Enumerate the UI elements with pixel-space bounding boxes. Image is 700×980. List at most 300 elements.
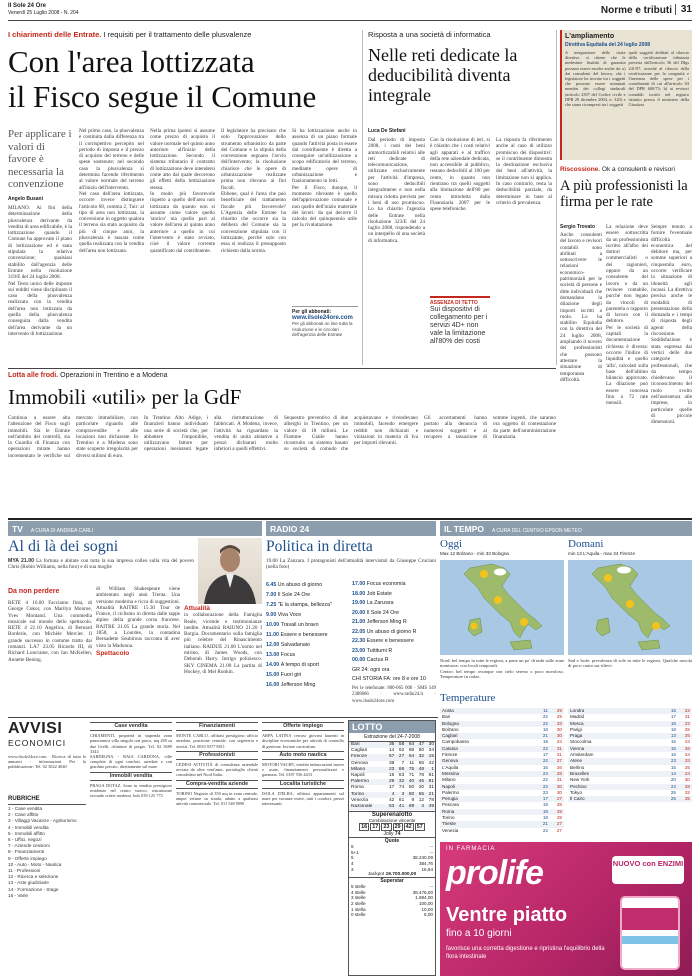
temp-min: 13 xyxy=(670,733,676,739)
lotto-number: 30 xyxy=(428,742,434,747)
lotto-number: 29 xyxy=(389,779,395,785)
radio-schedule-left xyxy=(266,580,350,700)
rubrica-item: 15 - Varie xyxy=(8,892,28,898)
radio-program xyxy=(352,647,436,657)
program-time: 13.00 xyxy=(266,652,281,658)
prize-category: 5 xyxy=(351,855,354,861)
ad-text: ARPA LATINA cercasi giovani laureati in discipline economiche per attività di controllo di gestione. Inviare curriculum. xyxy=(262,733,344,749)
ads-col-head: Compra-vendita aziende xyxy=(176,780,258,789)
jackpot-value: 19.700.000,00 xyxy=(385,872,417,878)
program-title: Il Sole 24 Ore xyxy=(366,609,400,616)
temp-min: 22 xyxy=(542,745,548,751)
temp-max: 30 xyxy=(684,777,690,783)
sun-icon xyxy=(520,618,528,626)
program-title: Tuttitumi R xyxy=(366,647,393,654)
lead-headline-l2: il Fisco segue il Comune xyxy=(8,79,317,114)
temp-max: 30 xyxy=(556,726,562,732)
program-time: 20.00 xyxy=(352,609,367,616)
lotto-number: 88 xyxy=(408,748,415,754)
masthead xyxy=(8,3,692,20)
city-name: Londra xyxy=(570,708,585,713)
radio-program xyxy=(352,628,436,638)
city-name: Venezia xyxy=(442,827,459,833)
weather-forecast-tomorrow xyxy=(568,658,692,690)
reti-kicker: Risposta a una società di informatica xyxy=(368,30,491,39)
lotto-number: 32 xyxy=(398,779,405,785)
sun-icon xyxy=(494,596,502,604)
subscriber-link[interactable]: www.ilsole24ore.com xyxy=(292,315,353,321)
tv-listings3-text: in collaborazione della Famiglia Reale, vicende e testimonianze inedite. Attualità RAIUNO 21.20 I Borgia. Documentario sulla famiglia più celebre del Rinascimento italiano. RAIDUE 21.00 L'uomo nel mirino, di James Woods, con Deborah Harry. Intrigo poliziesco. SKY CINEMA 21.00 La partita di Hockey, di Mel Ronkin. xyxy=(184,612,262,675)
lead-headline-l1: Con l'area lottizzata xyxy=(8,44,255,79)
lead-para: Nel caso dell'area lottizzata, occorre invece distinguere l'articolo 68, comma 2, Tuir: al tipo di area non lottizzata, la conversione in oggetto qualora il terreno sia stato acquisito da più di cinque anni, la plusvalenza è tassata come quella realizzata con la vendita dell'area non lottizzata. xyxy=(79,190,144,254)
lotto-number: 34 xyxy=(428,748,434,754)
prize-value: 1.694,00 xyxy=(415,895,433,901)
city-name: Messina xyxy=(442,770,460,776)
prize-category: 6 xyxy=(351,844,354,850)
temp-max: 27 xyxy=(556,758,562,764)
avvisi-contacts: www.ilsole24ore.com · Ricerca di tutta le annunci - informazioni Per la pubblicazione: Tel. 02 3022 4040 xyxy=(8,754,86,770)
ad-text: MONTE CARLO, affittasi prestigioso ufficio arredato, posizione centrale, con segreteria e servizi. Tel. 0033 9377 8811 xyxy=(176,733,258,749)
lotto-number: 50 xyxy=(408,785,415,791)
prize-row xyxy=(349,912,435,918)
lead-para: Nel Testo unico delle imposte sui redditi viene disciplinato il caso della plusvalenza realizzata con la vendita dell'area non lottizzata da quella della plusvalenza conseguita dalla vendita dell'area derivante da un intervento di lottizzazione. xyxy=(8,280,72,337)
rubrica-item: 12 - Ricerca e selezione xyxy=(8,874,59,880)
lead-col4 xyxy=(221,128,286,366)
lotto-wheel: Torino xyxy=(351,791,365,797)
reti-col3 xyxy=(496,137,552,365)
quote-table xyxy=(349,844,435,872)
program-title: Essere e benessere xyxy=(366,638,414,644)
rubrica-item: 1 - Case vendita xyxy=(8,806,43,811)
program-time: 9.00 xyxy=(266,612,278,618)
city-name: Amsterdam xyxy=(570,752,594,758)
program-title: "E la stampa, bellezza" xyxy=(277,602,332,608)
program-title: Jefferson Ming R xyxy=(366,619,407,625)
program-title: Essere e benessere xyxy=(280,632,328,638)
weather-tag: IL TEMPO xyxy=(444,524,484,534)
city-name: Vienna xyxy=(570,745,585,751)
reti-box-title: ASSENZA DI TETTO xyxy=(430,300,478,306)
rubrica-item: 7 - Aziende cessioni xyxy=(8,843,50,849)
lead-para: Nella prima ipotesi si assume come prezzo di acquisto il valore normale nel quinto anno anteriore all'inizio della lottizzazione. Secondo il sistema tributario il contratto di lottizzazione deve intendersi come atto dal quale decorrono gli effetti della lottizzazione stessa. xyxy=(150,128,215,191)
weather-south: Sud e Isole: prevalenza di sole in tutte le regioni. Qualche nuvola di poco conto sui rilievi. xyxy=(568,658,692,669)
ads-top-rule xyxy=(8,717,438,718)
lotto-row xyxy=(349,754,435,760)
ampliamento-subtitle: Direttiva Equitalia del 24 luglio 2008 xyxy=(565,42,651,48)
ads-col1 xyxy=(90,720,172,976)
temp-max: 27 xyxy=(556,821,562,827)
lotto-number: 80 xyxy=(408,791,415,797)
temp-max: 29 xyxy=(556,708,562,713)
city-name: Firenze xyxy=(442,752,458,758)
temp-min: 21 xyxy=(542,733,548,739)
tv-intro xyxy=(8,558,194,578)
ampliamento-col1: A integrazione delle citate direttive, si ritiene che le medesime finalità di garanzia possano essere assolte anche da: a) dai consulenti del lavoro, che i legislatore ha trovato tra i soggetti che possono essere nominati membri dei collegi sindacali (articolo 2397 del Codice civile e DPR 29 dicembre 2004, n. 320) e che siano ricompresi tra i soggetti xyxy=(565,50,626,108)
product-box-icon xyxy=(622,898,678,968)
temp-min: 14 xyxy=(670,770,676,776)
quote-title: Quote xyxy=(349,837,435,844)
city-name: Bolzano xyxy=(442,726,459,732)
lotto-number: 17 xyxy=(389,785,395,791)
radio-program xyxy=(352,618,436,628)
weather-centre: Centro: bel tempo ovunque con cielo sereno o poco nuvoloso. Temperature in rialzo. xyxy=(440,668,564,680)
immobili-kicker-red: Lotta alle frodi. xyxy=(8,372,59,379)
lotto-number: 83 xyxy=(398,773,405,779)
temp-max: 33 xyxy=(556,720,562,726)
program-title: A tempo di sport xyxy=(280,662,320,668)
city-name: Bruxelles xyxy=(570,770,589,776)
temp-min: 18 xyxy=(542,739,548,745)
radio-program xyxy=(266,590,350,600)
lotto-wheel: Roma xyxy=(351,785,364,791)
lotto-number: 31 xyxy=(428,785,434,791)
city-name: Atene xyxy=(570,758,583,764)
lead-para: Nel primo caso, la plusvalenza è costituita dalla differenza tra il corrispettivo percepito nel periodo di imposta e il prezzo di acquisto del terreno e delle spese sostenute; nel secondo caso la plusvalenza si determina facendo riferimento al valore normale del terreno all'inizio dell'intervento. xyxy=(79,128,144,191)
lead-col3 xyxy=(150,128,215,366)
radio-schedule-right xyxy=(352,580,436,685)
temp-max: 31 xyxy=(556,777,562,783)
paper-name: Il Sole 24 Ore xyxy=(8,3,47,9)
superstar-title: Superstar xyxy=(349,877,435,884)
ads-col3 xyxy=(262,720,344,976)
temp-max: 22 xyxy=(684,720,690,726)
program-title: Cactus R xyxy=(366,657,389,663)
superenalotto-number: 42 xyxy=(405,824,412,831)
cloud-icon xyxy=(617,567,631,574)
radio-program xyxy=(266,640,350,650)
radio-program xyxy=(266,630,350,640)
prize-category: 5+1 xyxy=(351,849,359,855)
lotto-number: 9 xyxy=(411,797,415,803)
ad-text: CHIAMENTI, proprietà in stupenda zona panoramica villa singola con parco, mq 280 su due livelli, rifiniture di pregio. Tel. 02 5689 3344 xyxy=(90,733,172,754)
lotto-number: 32 xyxy=(418,754,425,760)
program-title: Focus economia xyxy=(366,581,406,587)
temp-min: 22 xyxy=(542,777,548,783)
radio-program xyxy=(266,680,350,690)
city-name: L'Aquila xyxy=(442,764,459,770)
city-name: New York xyxy=(570,777,590,783)
tv-listings2-text: di William Shakespeare viene ambientato negli anni Trenta. Una versione moderna e ricca di suggestioni. Attualità RAITRE 15.30 Tour de France, il ciclismo in diretta dalle tappe alpine della grande corsa francese. RAITRE 21.05 La grande storia. Nel 1858, a Lourdes, la contadina Bernadette Soubirous racconta di aver visto la Madonna. xyxy=(96,586,180,649)
riscossione-para: Soddisfazione è stata espressa dai vertici delle due categorie professionali, che da tempo chiedevano il riconoscimento del ruolo svolto nell'assistenza alle imprese, in particolare quelle di piccole dimensioni. xyxy=(651,337,692,426)
radio-bar xyxy=(266,521,436,536)
weather-tomorrow-sub: min 13 L'Aquila - max 34 Firenze xyxy=(568,551,636,556)
weather-today-title: Oggi xyxy=(440,538,462,550)
program-time: 10.00 xyxy=(266,622,281,628)
lotto-number: 61 xyxy=(398,797,405,803)
jolly-number: 74 xyxy=(394,831,401,838)
riscossione-col2 xyxy=(606,224,648,407)
temp-min: 16 xyxy=(670,752,676,758)
immobili-col3 xyxy=(284,415,418,515)
riscossione-para: Per le società di capitali la documentazione richiesta è diversa: occorre l'indice di liquidità e quello 'alfa', calcolati sulla base dell'ultimo bilancio approvato. La dilazione può essere concessa fino a 72 rate mensili. xyxy=(606,324,648,407)
sun-icon xyxy=(480,570,488,578)
temp-min: 22 xyxy=(542,758,548,764)
program-time: 6.45 xyxy=(266,582,278,588)
radio-program xyxy=(352,590,436,600)
temp-min: 18 xyxy=(670,726,676,732)
riscossione-kicker-rest: Ok a consulenti e revisori xyxy=(601,166,675,173)
prize-category: 5 stelle xyxy=(351,884,366,890)
lead-para: Il legislatore ha precisato che solo l'approvazione dello strumento urbanistico da parte del Comune e la stipula della convenzione segnano l'avvio dell'intervento; la risoluzione chiarisce che le opere di urbanizzazione realizzate prima non rilevano ai fini fiscali. xyxy=(221,128,286,191)
rubrica-item: 2 - Case affitto xyxy=(8,812,39,818)
radio-program xyxy=(266,580,350,590)
program-time: 21.00 xyxy=(352,619,367,625)
temp-min: 23 xyxy=(542,789,548,795)
prize-category: 1 stella xyxy=(351,906,366,912)
program-time: 00.00 xyxy=(352,657,367,663)
rubrica-item: 6 - Uffici, negozi xyxy=(8,837,42,843)
rubrica-item: 3 - Villaggi Vacanze - Agriturismo xyxy=(8,818,77,824)
lotto-number: 41 xyxy=(398,804,405,810)
lead-para: MILANO. Ai fini della determinazione della plusvalenza derivante da vendita di area edificabile, è la lottizzazione quando il Comune ha approvato il piano di lottizzazione ed è stata stipulata la relativa convenzione; qualsiasi stabilito dall'agenzia delle Entrate nella risoluzione 319/E del 24 luglio 2008. xyxy=(8,205,72,281)
rubrica-item: 9 - Offerte impiego xyxy=(8,855,47,861)
temp-max: 35 xyxy=(684,796,690,802)
prize-value: 5,00 xyxy=(424,912,433,918)
immobili-col4 xyxy=(424,415,556,515)
ad-caption: favorisce una corretta digestione e ripristina l'equilibrio della flora intestinale xyxy=(446,946,605,960)
rubriche-list xyxy=(8,806,86,976)
superenalotto-number: 16 xyxy=(361,824,368,831)
reti-byline: Luca De Stefani xyxy=(368,128,406,134)
radio-program xyxy=(352,599,436,609)
temp-min: 23 xyxy=(670,758,676,764)
city-name: Mosca xyxy=(570,720,584,726)
ads-col-head: Finanziamenti xyxy=(176,722,258,731)
temp-min: 25 xyxy=(670,789,676,795)
temp-max: 22 xyxy=(684,708,690,713)
superenalotto-number: 23 xyxy=(383,824,390,831)
temp-max: 24 xyxy=(684,752,690,758)
city-name: Torino xyxy=(442,815,455,821)
program-time: 18.00 xyxy=(352,590,367,597)
ad-text: ISOLA D'ELBA, affittasi appartamenti sul mare per vacanze estive, tutti i comfort, prezzi interessanti. xyxy=(262,790,344,807)
lotto-number: 14 xyxy=(389,748,395,754)
prize-category: 3 xyxy=(351,866,354,872)
reti-box xyxy=(430,296,490,364)
lead-col5 xyxy=(292,128,357,303)
lotto-title: LOTTO xyxy=(349,721,435,733)
rubrica-item: 10 - Auto - Moto - Nautica xyxy=(8,861,62,867)
temp-min: 17 xyxy=(542,752,548,758)
lotto-number: 58 xyxy=(398,742,405,747)
temp-max: 28 xyxy=(684,783,690,789)
ad-badge: NUOVO con ENZIMI xyxy=(612,856,684,884)
lead-para: Si ha lottizzazione anche in assenza di un piano formale quando l'attività posta in essere dal contribuente è diretta a conseguire un'utilizzazione a scopo edificatorio del terreno, mediante opere di urbanizzazione e frazionamento in lotti. xyxy=(292,128,357,185)
rubrica-item: 8 - Finanziamenti xyxy=(8,849,44,855)
prolife-ad[interactable] xyxy=(440,842,692,976)
lotto-number: 64 xyxy=(408,754,415,760)
temperature-row xyxy=(568,796,692,802)
lotto-number: 11 xyxy=(409,760,415,766)
reti-headline: Nelle reti dedicate la deducibilità diventa integrale xyxy=(368,45,518,105)
lotto-row xyxy=(349,761,435,767)
tv-attualita-label: Attualità xyxy=(184,605,210,612)
temp-max: 25 xyxy=(684,726,690,732)
reti-para: Con la risoluzione di ieri, si è chiarito che i costi relativi agli apparati e al traffico della rete aziendale dedicata, non accessibile al pubblico, restano deducibili al 100 per cento, in quanto non rientrano tra quelli soggetti alla limitazione dell'80 per cento introdotta dalla Finanziaria 2007 per le spese telefoniche. xyxy=(430,137,490,213)
avvisi-subtitle: ECONOMICI xyxy=(8,738,67,748)
lotto-wheel: Firenze xyxy=(351,754,367,760)
temp-min: 18 xyxy=(542,808,548,814)
program-title: Un abuso di giorno R xyxy=(366,628,417,635)
temperature-title: Temperature xyxy=(440,692,496,704)
sun-icon xyxy=(604,574,612,582)
page-number: 31 xyxy=(675,4,692,15)
temp-max: 28 xyxy=(556,802,562,808)
weather-curator: A CURA DEL CENTRO EPSON METEO xyxy=(491,528,582,534)
immobili-kicker-rest: Operazioni in Trentino e a Modena xyxy=(60,372,168,379)
prize-value: -- xyxy=(429,844,433,850)
temp-max: 25 xyxy=(684,733,690,739)
program-time: 12.00 xyxy=(266,642,281,648)
lotto-number: 49 xyxy=(428,804,434,810)
reti-box-text: Sui dispositivi di collegamento per i servizi 4D+ non vale la limitazione all'80% dei costi xyxy=(430,306,488,345)
rubrica-item: 4 - Immobili vendita xyxy=(8,824,49,830)
col-divider xyxy=(362,30,363,365)
city-name: Tokyo xyxy=(570,789,582,795)
program-title: La Zanzara xyxy=(366,600,394,606)
ad-text: PRAGA DOTAZ. Sono in vendita prestigiose residenze nel centro storico, ristrutturate secondo criteri moderni. Info 039 125 773 xyxy=(90,782,172,799)
program-title: Travail un bravo xyxy=(280,622,319,628)
lead-kicker-rest: I requisiti per il trattamento delle plusvalenze xyxy=(103,30,252,39)
riscossione-byline: Sergio Trovato xyxy=(560,224,596,230)
program-time: 15.00 xyxy=(266,672,281,678)
lotto-wheel: Venezia xyxy=(351,797,369,803)
lotto-number: 12 xyxy=(418,797,425,803)
temp-min: 16 xyxy=(670,745,676,751)
avvisi-title: AVVISI xyxy=(8,720,63,737)
ads-col-head: Case vendita xyxy=(90,722,172,731)
lotto-number: 20 xyxy=(418,785,425,791)
lotto-number: 55 xyxy=(418,760,425,766)
lotto-number: 21 xyxy=(428,791,434,797)
ampliamento-col2: quali soggetti abilitati al rilascio della certificazione tributaria prevista dall'articolo 36 del Dlgs 241/97, nonché al rilascio della certificazione per la congruità e l'inerenza delle spese per i contribuenti di cui all'articolo 63 del DPR 600/73; b) ai revisori contabili iscritti nel registro istituito presso il ministero della Giustizia xyxy=(628,50,689,108)
lotto-number: 47 xyxy=(418,742,425,747)
lotto-number: 3 xyxy=(401,791,405,797)
prize-value: 100,00 xyxy=(418,900,433,906)
program-time: 14.00 xyxy=(266,662,281,668)
program-time: 22.30 xyxy=(352,638,367,644)
prize-category: 4 xyxy=(351,861,354,867)
lotto-number: 78 xyxy=(428,797,434,803)
program-title: Job Estate xyxy=(366,590,392,597)
temp-max: 32 xyxy=(684,789,690,795)
sun-icon xyxy=(471,623,478,630)
lotto-number: 27 xyxy=(398,754,405,760)
lotto-number: 48 xyxy=(418,766,425,772)
city-name: Catania xyxy=(442,745,458,751)
lotto-table xyxy=(349,742,435,810)
ad-text: MOTORI VACHT, vendita imbarcazioni nuove e usate, finanziamenti personalizzati e garanzia. Tel. 0187 556 4433 xyxy=(262,762,344,778)
tv-tag: TV xyxy=(12,524,23,534)
ads-col-head: Offerte impiego xyxy=(262,722,344,731)
lotto-wheel: Napoli xyxy=(351,773,365,779)
weather-tomorrow-title: Domani xyxy=(568,538,604,550)
ads-col-head: Auto moto nautica xyxy=(262,751,344,760)
lotto-row xyxy=(349,792,435,798)
prize-category: 0 stelle xyxy=(351,912,366,918)
weather-today-sub: Max 12 Bolzano - min 33 Bologna xyxy=(440,551,509,556)
lotto-number: 4 xyxy=(421,804,425,810)
temp-max: 31 xyxy=(556,745,562,751)
city-name: Aosta xyxy=(442,708,454,713)
radio-headline: Politica in diretta xyxy=(266,538,373,555)
program-time: 22.05 xyxy=(352,628,367,635)
lotto-number: 55 xyxy=(418,791,425,797)
col-divider xyxy=(556,30,557,365)
temp-max: 29 xyxy=(556,714,562,720)
ads-col2 xyxy=(176,720,258,976)
ads-col-head: Immobili vendita xyxy=(90,772,172,781)
reti-col1 xyxy=(368,137,425,365)
temp-min: 22 xyxy=(542,720,548,726)
temp-max: 26 xyxy=(556,764,562,770)
city-name: Berlino xyxy=(570,764,585,770)
radio-program xyxy=(266,620,350,630)
city-name: Pescara xyxy=(442,802,459,808)
program-title: GR 24: ogni ora xyxy=(352,666,390,673)
lotto-number: 42 xyxy=(428,760,434,766)
tv-listings3 xyxy=(184,606,262,715)
city-name: Palermo xyxy=(442,789,460,795)
city-name: Il Cairo xyxy=(570,796,585,802)
ampliamento-title: L'ampliamento xyxy=(565,33,615,40)
city-name: Perugia xyxy=(442,796,458,802)
lotto-box xyxy=(348,720,436,976)
prize-value: 384,76 xyxy=(418,861,433,867)
lead-col2 xyxy=(79,128,144,366)
avvisi-header xyxy=(8,720,86,752)
prize-value: 10,00 xyxy=(421,906,433,912)
city-name: Trieste xyxy=(442,821,456,827)
sun-icon xyxy=(652,622,660,630)
lead-para: In modo più favorevole rispetto a quello dell'area non lottizzata da quanto non si assume come valore quello 'storico' ma quello pari al valore dell'area al quinto anno anteriore a quello in cui l'intervento è stato avviato, cioè il valore corrente quantificato dal contribuente. xyxy=(150,190,215,254)
lotto-wheel: Bari xyxy=(351,742,360,747)
temp-max: 27 xyxy=(556,827,562,833)
temperature-table-italy xyxy=(440,708,564,840)
rubrica-item: 14 - Formazione - Stage xyxy=(8,886,59,892)
ad-line2: fino a 10 giorni xyxy=(446,928,512,939)
temp-max: 25 xyxy=(684,764,690,770)
lead-headline xyxy=(8,44,358,124)
riscossione-headline: A più professionisti la firma per le rate xyxy=(560,178,688,210)
temp-max: 29 xyxy=(556,808,562,814)
lotto-number: 75 xyxy=(408,766,415,772)
radio-program xyxy=(352,580,436,590)
program-time: 19.00 xyxy=(352,600,367,606)
temp-min: 16 xyxy=(670,720,676,726)
lotto-number: 23 xyxy=(389,766,395,772)
radio-program xyxy=(352,609,436,619)
temp-min: 19 xyxy=(542,802,548,808)
lotto-number: 64 xyxy=(408,742,415,747)
temp-min: 11 xyxy=(543,708,548,713)
radio-program xyxy=(266,660,350,670)
prize-value: 38.476,00 xyxy=(412,889,433,895)
lotto-number: 40 xyxy=(408,779,415,785)
lotto-number: 57 xyxy=(389,754,395,760)
prize-category: 2 stelle xyxy=(351,900,366,906)
temp-max: 30 xyxy=(556,789,562,795)
temp-max: 33 xyxy=(684,758,690,764)
tv-listings1: RETE 4 16.00 Facciamo finta, di George Cukor, con Marilyn Monroe, Yves Montand. Una commedia musicale sul mondo dello spettacolo. RETE 4 21.10 Angelica, di Bernard Borderie, con Michèle Mercier. Il grande successo in costume tratto dai romanzi. LA7 23.05 Ricardo III, di Richard Loncraine, con Ian McKellen, Annette Bening. xyxy=(8,600,92,663)
radio-program xyxy=(352,637,436,647)
temp-max: 28 xyxy=(556,770,562,776)
program-title: Salvadanaio xyxy=(280,642,310,648)
prize-value: -- xyxy=(429,884,433,890)
lead-kicker xyxy=(8,30,358,42)
lotto-number: 1 xyxy=(431,766,434,772)
program-title: Un abuso di giorno xyxy=(277,582,323,588)
